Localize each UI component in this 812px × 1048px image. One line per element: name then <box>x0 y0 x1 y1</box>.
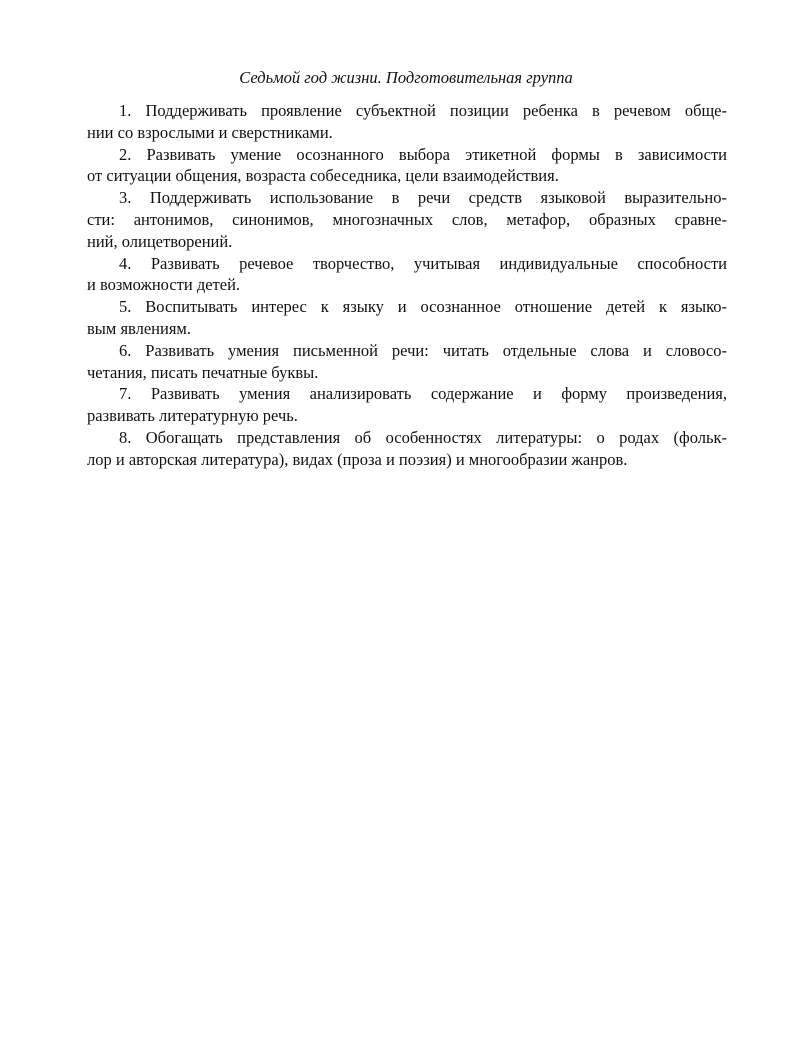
paragraph-line: 6. Развивать умения письменной речи: читать отдельные слова и словосо- <box>119 340 727 360</box>
paragraph-line: сти: антонимов, синонимов, многозначных слов, метафор, образных сравне- <box>87 209 727 229</box>
paragraph-line: ний, олицетворений. <box>87 231 233 251</box>
paragraph-line: развивать литературную речь. <box>87 406 298 426</box>
paragraph <box>87 100 727 144</box>
paragraph <box>87 144 727 188</box>
paragraph <box>87 427 727 471</box>
paragraph-line: нии со взрослыми и сверстниками. <box>87 122 333 142</box>
paragraph <box>87 187 727 252</box>
paragraph <box>87 296 727 340</box>
paragraph-line: четания, писать печатные буквы. <box>87 362 319 382</box>
page-heading: Седьмой год жизни. Подготовительная группа <box>239 68 573 87</box>
paragraph <box>87 383 727 427</box>
paragraph <box>87 253 727 297</box>
paragraph-line: 2. Развивать умение осознанного выбора этикетной формы в зависимости <box>119 144 727 164</box>
paragraph-line: 1. Поддерживать проявление субъектной позиции ребенка в речевом обще- <box>119 101 727 120</box>
paragraph-line: 5. Воспитывать интерес к языку и осознанное отношение детей к языко- <box>119 297 727 317</box>
paragraph-line: 3. Поддерживать использование в речи средств языковой выразительно- <box>119 188 727 208</box>
paragraph-line: лор и авторская литература), видах (проза и поэзия) и многообразии жанров. <box>87 449 628 469</box>
paragraph-line: 8. Обогащать представления об особенностях литературы: о родах (фольк- <box>119 427 727 447</box>
paragraph-line: от ситуации общения, возраста собеседника, цели взаимодействия. <box>87 166 559 186</box>
paragraph <box>87 340 727 384</box>
paragraph-line: 4. Развивать речевое творчество, учитывая индивидуальные способности <box>119 253 727 273</box>
paragraph-line: вым явлениям. <box>87 318 191 338</box>
body-text <box>87 100 727 471</box>
paragraph-line: и возможности детей. <box>87 275 241 295</box>
paragraph-line: 7. Развивать умения анализировать содержание и форму произведения, <box>119 384 727 404</box>
